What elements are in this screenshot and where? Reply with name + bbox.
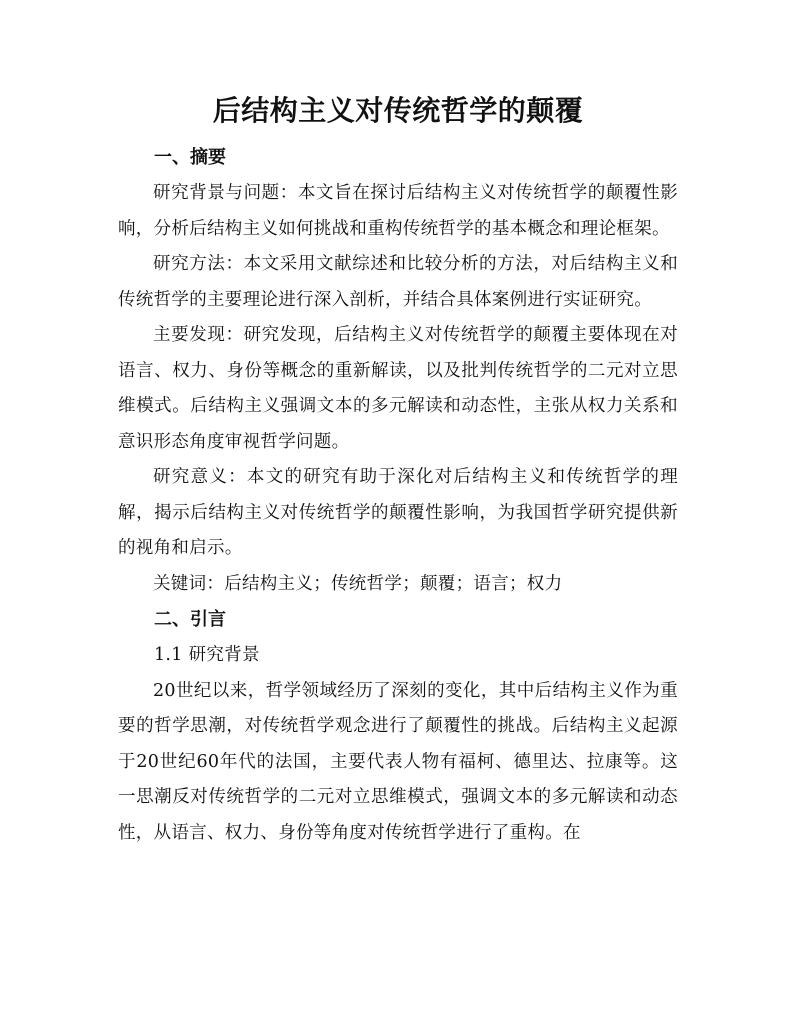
abstract-heading: 一、摘要 [154, 147, 226, 168]
abstract-significance-paragraph: 研究意义：本文的研究有助于深化对后结构主义和传统哲学的理解，揭示后结构主义对传统哲学的颠覆性影响，为我国哲学研究提供新的视角和启示。 [118, 467, 678, 558]
introduction-paragraph: 20世纪以来，哲学领域经历了深刻的变化，其中后结构主义作为重要的哲学思潮，对传统哲学观念进行了颠覆性的挑战。后结构主义起源于20世纪60年代的法国，主要代表人物有福柯、德里达、拉康等。这一思潮反对传统哲学的二元对立思维模式，强调文本的多元解读和动态性，从语言、权力、身份等角度对传统哲学进行了重构。在 [118, 680, 678, 843]
document-page [118, 86, 678, 851]
abstract-findings-paragraph: 主要发现：研究发现，后结构主义对传统哲学的颠覆主要体现在对语言、权力、身份等概念的重新解读，以及批判传统哲学的二元对立思维模式。后结构主义强调文本的多元解读和动态性，主张从权力关系和意识形态角度审视哲学问题。 [118, 325, 678, 452]
introduction-heading: 二、引言 [154, 609, 226, 630]
keywords-line: 关键词：后结构主义；传统哲学；颠覆；语言；权力 [153, 573, 563, 594]
document-title: 后结构主义对传统哲学的颠覆 [212, 94, 584, 127]
abstract-background-paragraph: 研究背景与问题：本文旨在探讨后结构主义对传统哲学的颠覆性影响，分析后结构主义如何挑战和重构传统哲学的基本概念和理论框架。 [118, 183, 678, 239]
abstract-method-paragraph: 研究方法：本文采用文献综述和比较分析的方法，对后结构主义和传统哲学的主要理论进行深入剖析，并结合具体案例进行实证研究。 [118, 254, 678, 310]
research-background-subheading: 1.1 研究背景 [154, 645, 260, 665]
